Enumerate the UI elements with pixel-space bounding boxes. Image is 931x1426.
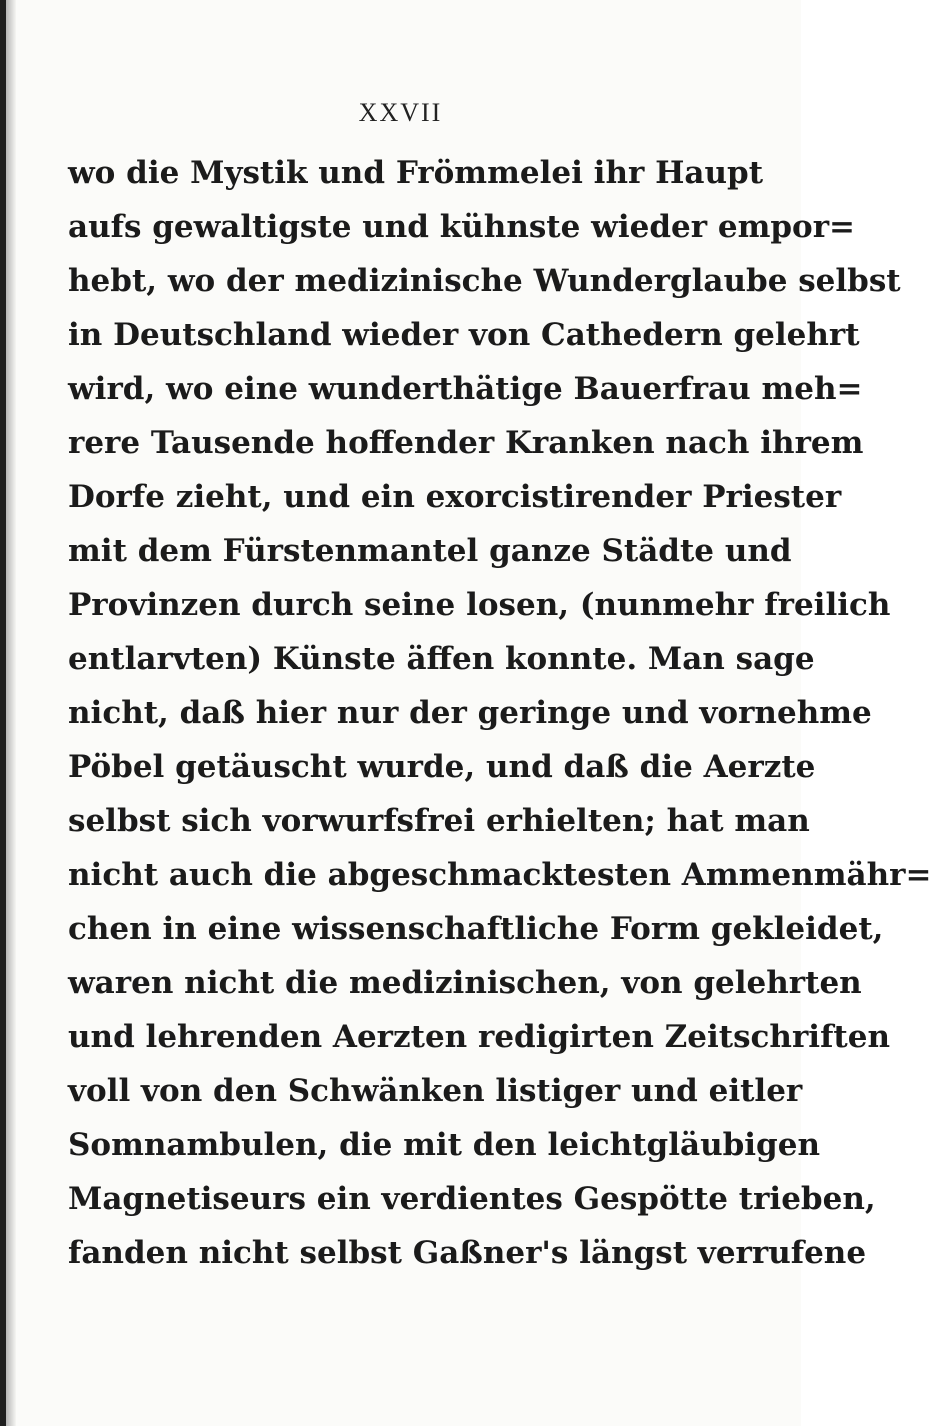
text-line: und lehrenden Aerzten redigirten Zeitschriften bbox=[68, 1019, 890, 1055]
binding-shadow bbox=[6, 0, 16, 1426]
text-line: chen in eine wissenschaftliche Form gekleidet, bbox=[68, 911, 884, 947]
text-line: Somnambulen, die mit den leichtgläubigen bbox=[68, 1127, 820, 1163]
text-line: aufs gewaltigste und kühnste wieder empor= bbox=[68, 209, 856, 245]
text-line: wird, wo eine wunderthätige Bauerfrau meh= bbox=[68, 371, 863, 407]
text-line: Provinzen durch seine losen, (nunmehr freilich bbox=[68, 587, 891, 623]
text-line: Pöbel getäuscht wurde, und daß die Aerzte bbox=[68, 749, 816, 785]
text-line: wo die Mystik und Frömmelei ihr Haupt bbox=[68, 155, 764, 191]
body-text bbox=[68, 146, 931, 1280]
text-line: waren nicht die medizinischen, von gelehrten bbox=[68, 965, 862, 1001]
text-line: Magnetiseurs ein verdientes Gespötte trieben, bbox=[68, 1181, 876, 1217]
text-line: fanden nicht selbst Gaßner's längst verrufene bbox=[68, 1235, 867, 1271]
text-line: nicht, daß hier nur der geringe und vornehme bbox=[68, 695, 872, 731]
text-line: selbst sich vorwurfsfrei erhielten; hat man bbox=[68, 803, 810, 839]
text-line: nicht auch die abgeschmacktesten Ammenmähr= bbox=[68, 857, 931, 893]
text-line: entlarvten) Künste äffen konnte. Man sage bbox=[68, 641, 815, 677]
text-line: rere Tausende hoffender Kranken nach ihrem bbox=[68, 425, 864, 461]
text-line: mit dem Fürstenmantel ganze Städte und bbox=[68, 533, 792, 569]
page-number: XXVII bbox=[358, 98, 443, 127]
text-line: Dorfe zieht, und ein exorcistirender Priester bbox=[68, 479, 842, 515]
text-line: hebt, wo der medizinische Wunderglaube selbst bbox=[68, 263, 901, 299]
text-line: in Deutschland wieder von Cathedern gelehrt bbox=[68, 317, 860, 353]
text-line: voll von den Schwänken listiger und eitler bbox=[68, 1073, 803, 1109]
